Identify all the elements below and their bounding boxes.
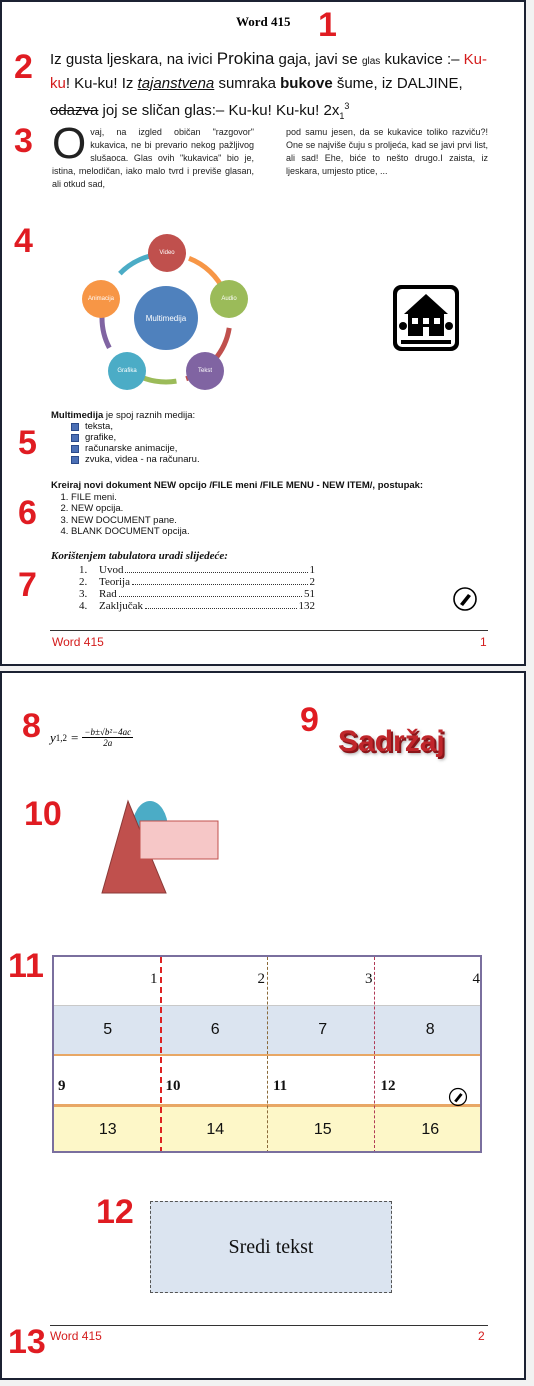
quadratic-formula: y 1,2 = $\frac{\text{−b±√b²−4ac}}{2a}$ [50, 727, 132, 748]
page-title: Word 415 [236, 14, 291, 29]
cycle-node-audio: Audio [210, 280, 248, 318]
table-cell: 6 [210, 1021, 220, 1038]
toc-heading: Korištenjem tabulatora uradi slijedeće: [51, 550, 228, 562]
list-item: zvuka, videa - na računaru. [71, 454, 200, 465]
table-cell: 13 [98, 1121, 117, 1138]
wordart-title: Sadržaj [338, 725, 445, 758]
column-left: Ovaj, na izgled običan "razgovor" kukavica, ne bi prevario nekog pažljivog slušaoca. Glas ovih "kukavica" bio je, istina, melodičan, iako malo tvrd i previše glasan, ali otkud sad, [52, 119, 254, 189]
cycle-node-video: Video [148, 234, 186, 272]
anchor-icon [448, 1087, 468, 1107]
table-cell: 8 [425, 1021, 435, 1038]
tab-stop-line [267, 957, 268, 1153]
marker-10: 10 [24, 795, 62, 833]
list-item: računarske animacije, [71, 443, 200, 454]
tab-stop-line [160, 957, 162, 1153]
marker-2: 2 [14, 48, 33, 86]
marker-4: 4 [14, 222, 33, 260]
list-item: 3. NEW DOCUMENT pane. [71, 515, 423, 527]
list-item: teksta, [71, 421, 200, 432]
table-cell: 15 [313, 1121, 332, 1138]
tabulated-table: 1 2 3 4 5 6 7 8 9 10 11 12 13 14 15 16 [52, 955, 482, 1153]
footer-divider [50, 1325, 488, 1326]
table-cell: 14 [206, 1121, 225, 1138]
toc-row: 1. Uvod 1 [79, 564, 315, 576]
drop-cap: O [52, 119, 87, 168]
marker-8: 8 [22, 707, 41, 745]
multimedia-list: Multimedija je spoj raznih medija: teksta, grafike, računarske animacije, zvuka, videa - na računaru. [51, 410, 200, 465]
marker-13: 13 [8, 1323, 46, 1361]
footer-page-number: 1 [480, 635, 487, 649]
toc-row: 3. Rad 51 [79, 588, 315, 600]
toc-row: 2. Teorija 2 [79, 576, 315, 588]
footer-divider [50, 630, 488, 631]
marker-1: 1 [318, 6, 337, 44]
text-box: Sredi tekst [150, 1201, 392, 1293]
marker-6: 6 [18, 494, 37, 532]
tab-toc [51, 550, 315, 612]
marker-7: 7 [18, 566, 37, 604]
cycle-center: Multimedija [134, 286, 198, 350]
table-cell: 5 [103, 1021, 113, 1038]
cycle-node-grafika: Grafika [108, 352, 146, 390]
column-right: pod samu jesen, da se kukavice toliko razviču?! One se najviše čuju s proljeća, kad se javi prvi list, ali sad! Ehe, biće to nešto drugo.I zaista, iz ljeskara, umjesto ptice, ... [286, 127, 488, 176]
toc-row: 4. Zaključak 132 [79, 600, 315, 612]
list-item: 4. BLANK DOCUMENT opcija. [71, 526, 423, 538]
anchor-icon [452, 586, 478, 612]
marker-5: 5 [18, 424, 37, 462]
grouped-shapes [98, 795, 222, 899]
numbered-steps [51, 480, 423, 538]
list-item: 2. NEW opcija. [71, 503, 423, 515]
marker-3: 3 [14, 122, 33, 160]
house-clipart-icon [392, 284, 460, 352]
list-item: 1. FILE meni. [71, 492, 423, 504]
cycle-node-tekst: Tekst [186, 352, 224, 390]
formatted-paragraph: Iz gusta ljeskara, na ivici Prokina gaja, javi se glas kukavice :– Ku-ku! Ku-ku! Iz tajanstvena sumraka bukove šume, iz DALJINE, odazva joj se sličan glas:– Ku-ku! Ku-ku! $2x_1^3$ [50, 49, 488, 121]
page-1 [0, 0, 526, 666]
cycle-node-animacija: Animacija [82, 280, 120, 318]
list-item: grafike, [71, 432, 200, 443]
table-cell: 7 [318, 1021, 328, 1038]
marker-12: 12 [96, 1193, 134, 1231]
marker-9: 9 [300, 701, 319, 739]
steps-heading: Kreiraj novi dokument NEW opcijo /FILE meni /FILE MENU - NEW ITEM/, postupak: [51, 480, 424, 491]
footer-left: Word 415 [50, 1329, 102, 1343]
footer-left: Word 415 [52, 635, 104, 649]
table-cell: 16 [421, 1121, 440, 1138]
smartart-cycle [78, 232, 250, 397]
tab-stop-line [374, 957, 375, 1153]
marker-11: 11 [8, 947, 44, 985]
footer-page-number: 2 [478, 1329, 485, 1343]
page-2 [0, 671, 526, 1380]
